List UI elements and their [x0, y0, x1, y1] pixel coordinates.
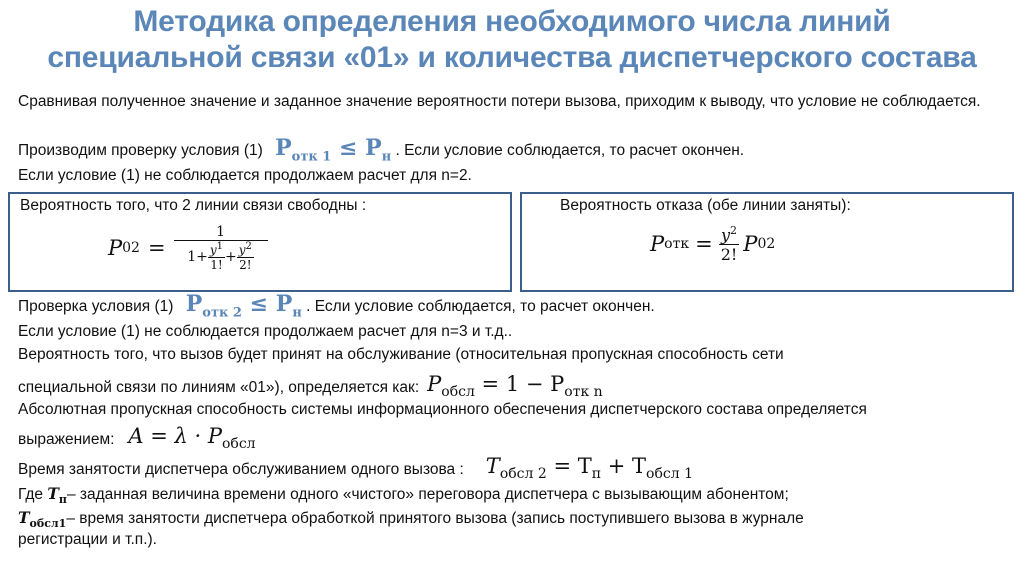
formula-p-otk: P отк = $\frac{y^2}{2!}$ P 02 [650, 224, 776, 265]
paragraph-conclusion: Сравнивая полученное значение и заданное значение вероятности потери вызова, приходим к выводу, что условие не соблюдается. [18, 93, 981, 110]
paragraph-service-probability-1: Вероятность того, что вызов будет принят на обслуживание (относительная пропускная способность сети [18, 346, 784, 363]
paragraph-continue-n3: Если условие (1) не соблюдается продолжаем расчет для n=3 и т.д.. [18, 323, 513, 340]
paragraph-service-probability-2: специальной связи по линиям «01»), определяется как: $P_{обсл} = 1 - P_{отк n}$ [18, 372, 603, 401]
box-left-label: Вероятность того, что 2 линии связи свободны : [20, 197, 367, 214]
check-result-text-2: . Если условие соблюдается, то расчет окончен. [306, 298, 655, 315]
symbol-tobsl1: $T_{обсл1}$ [18, 508, 67, 531]
title-line-2: специальной связи «01» и количества диспетчерского состава [47, 41, 977, 74]
probability-free-lines-box [8, 192, 512, 292]
probability-refusal-box [520, 192, 1014, 292]
formula-T-obsl2: $T_{обсл 2} = T_п + T_{обсл 1}$ [485, 454, 693, 483]
paragraph-check-condition-2 [18, 291, 655, 323]
paragraph-absolute-capacity-1: Абсолютная пропускная способность системы информационного обеспечения диспетчерского состава определяется [18, 401, 867, 418]
paragraph-continue-n2: Если условие (1) не соблюдается продолжаем расчет для n=2. [18, 167, 472, 184]
paragraph-dispatcher-time: Время занятости диспетчера обслуживанием одного вызова : $T_{обсл 2} = T_п + T_{обсл 1}$ [18, 454, 693, 483]
formula-p-obsl: $P_{обсл} = 1 - P_{отк n}$ [427, 372, 603, 401]
check-text-2: Проверка условия (1) [18, 298, 174, 315]
formula-p-otk2: $P_{отк 2} \le P_н$ [185, 291, 302, 321]
formula-A: $A = \lambda \cdot P_{обсл}$ [128, 424, 256, 453]
formula-p-otk1: $P_{отк 1} \le P_н$ [275, 135, 392, 165]
check-result-text: . Если условие соблюдается, то расчет окончен. [395, 142, 745, 159]
paragraph-where-tobsl1: $T_{обсл1}-$ время занятости диспетчера обработкой принятого вызова (запись поступившего вызова в журнале [18, 508, 804, 531]
formula-p02: P 02 = 1 1+ $\frac{y^1}{1!}$ + $\frac{y^2}{2!}$ [108, 224, 268, 272]
check-text: Производим проверку условия (1) [18, 142, 263, 159]
title-line-1: Методика определения необходимого числа линий [133, 5, 891, 38]
slide-title [0, 4, 1024, 76]
symbol-tp: $T_п$ [47, 484, 67, 507]
paragraph-where-tp: Где $T_п-$ заданная величина времени одного «чистого» переговора диспетчера с вызывающим абонентом; [18, 484, 789, 507]
paragraph-where-tobsl1-cont: регистрации и т.п.). [18, 531, 157, 548]
paragraph-absolute-capacity-2: выражением: $A = \lambda \cdot P_{обсл}$ [18, 424, 256, 453]
paragraph-check-condition-1 [18, 135, 745, 167]
box-right-label: Вероятность отказа (обе линии заняты): [560, 197, 851, 214]
